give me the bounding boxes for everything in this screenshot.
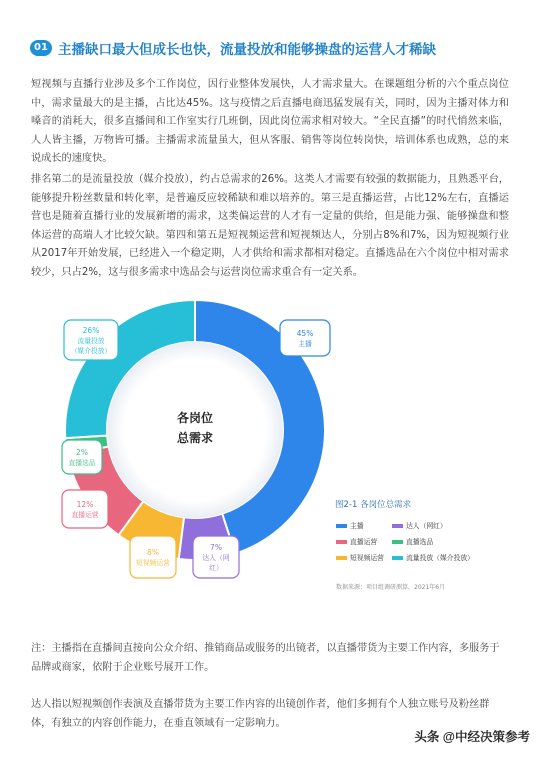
section-title: 主播缺口最大但成长也快，流量投放和能够操盘的运营人才稀缺 [58,42,436,58]
callout-label: 达人（网 [202,554,230,562]
callout-percent: 26% [82,326,100,335]
legend-label: 达人（网红） [406,522,447,530]
legend-label: 短视频运营 [350,554,384,562]
callout-box [62,440,102,474]
paragraph-2: 排名第二的是流量投放（媒介投放），约占总需求的26%。这类人才需要有较强的数据能力，且熟悉平台，能够提升粉丝数量和转化率，是普遍反应较稀缺和难以培养的。第三是直播运营，占比12%左右，直播运营也是随着直播行业的发展新增的需求，这类偏运营的人才有一定量的供给，但是能力强、能够操盘和整体运营的高端人才比较欠缺。第四和第五是短视频运营和短视频达人，分别占8%和7%，因为短视频行业从2017年开始发展，已经进入一个稳定期，人才供给和需求都相对稳定。直播选品在六个岗位中相对需求较少，只占2%，这与很多需求中选品会与运营岗位需求重合有一定关系。 [31,174,509,278]
legend-swatch [336,540,347,544]
callout-percent: 2% [76,448,88,457]
legend-label: 流量投放（媒介投放） [406,554,474,562]
legend-swatch [336,524,347,528]
callout-label: 流量投放 [77,337,105,345]
watermark: 头条 @中经决策参考 [414,730,530,744]
legend-swatch [392,524,403,528]
callout-box [130,536,176,578]
legend-swatch [392,540,403,544]
callout-label: 直播选品 [68,459,96,467]
center-label-line2: 总需求 [176,431,214,445]
callout-percent: 8% [147,548,159,557]
callout-box [62,490,108,528]
paragraph-1: 短视频与直播行业涉及多个工作岗位，因行业整体发展快，人才需求量大。在课题组分析的六个重点岗位中，需求量最大的是主播，占比达45%。这与疫情之后直播电商迅猛发展有关，同时，因为主播对体力和嗓音的消耗大，很多直播间和工作室实行几班倒，因此岗位需求相对较大。“全民直播”的时代悄然来临，人人皆主播，万物皆可播。主播需求流量虽大，但从客服、销售等岗位转岗快，培训体系也成熟，总的来说成长的速度快。 [31,79,509,165]
callout-percent: 7% [210,543,222,552]
legend-label: 直播选品 [406,538,434,546]
donut-center [107,342,283,518]
chart-source: 数据来源：项目组调研测算，2021年6月 [336,584,446,591]
callout-label: （媒介投放） [70,347,112,355]
section-heading [30,38,436,58]
section-number-badge: 01 [30,40,52,56]
legend-label: 主播 [350,522,364,530]
footnote-anchor: 注：主播指在直播间直接向公众介绍、推销商品或服务的出镜者，以直播带货为主要工作内容，多服务于品牌或商家，依附于企业账号展开工作。 [31,643,500,673]
callout-percent: 12% [76,500,94,509]
chart-title: 图2-1 各岗位总需求 [335,500,412,510]
callout-box [280,320,330,356]
callout-label: 直播运营 [71,511,99,519]
legend-swatch [392,556,403,560]
footnote-influencer: 达人指以短视频创作表演及直播带货为主要工作内容的出镜创作者，他们多拥有个人独立账号及粉丝群体，有独立的内容创作能力，在垂直领域有一定影响力。 [31,699,490,729]
callout-label: 红） [209,564,223,572]
callout-label: 短视频运营 [136,559,170,567]
callout-percent: 45% [296,329,314,338]
callout-label: 主播 [298,340,312,348]
donut-chart [0,300,540,620]
legend-swatch [336,556,347,560]
center-label-line1: 各岗位 [176,411,214,425]
legend-label: 直播运营 [350,538,378,546]
